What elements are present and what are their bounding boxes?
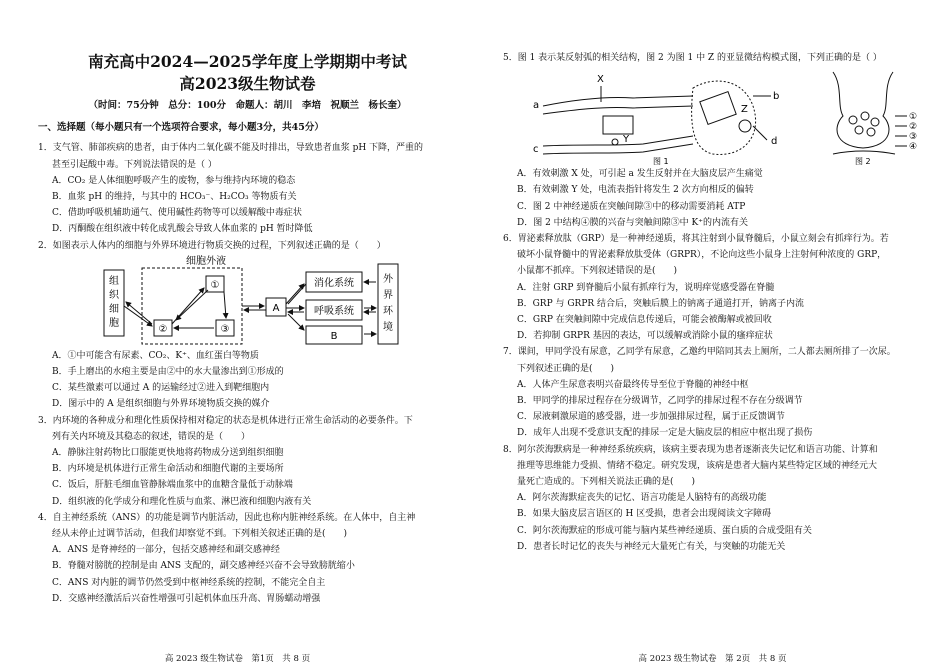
question-stem: 推理等思维能力受损、情绪不稳定。研究发现，该病是患者大脑内某些特定区域的神经元大 [517,460,878,471]
figure-1-caption: 图 1 [653,157,669,167]
fig2-label-2: ② [909,122,918,133]
page-footer: 高 2023 级生物试卷 第1页 共 8 页 [164,654,311,664]
question-stem: 3．内环境的各种成分和理化性质保持相对稳定的状态是机体进行正常生命活动的必要条件。下 [38,415,413,426]
question-6 [503,231,932,344]
node-b: B [330,330,338,342]
question-stem: 下列叙述正确的是( ) [517,363,615,374]
option-a: A．有效刺激 X 处，可引起 a 发生反射并在大脑皮层产生痛觉 [517,169,763,180]
reflex-arc-figure [503,66,923,166]
option-d: D．图 2 中结构④膜的兴奋与突触间隙③中 K⁺的内流有关 [517,217,748,228]
question-stem: 小鼠都不抓痒。下列叙述错误的是( ) [517,266,678,277]
section-heading: 一、选择题（每小题只有一个选项符合要求，每小题3分，共45分） [38,122,324,134]
option-b: B．甲同学的排尿过程存在分级调节，乙同学的排尿过程不存在分级调节 [517,396,803,407]
digestive-system-label: 消化系统 [314,277,354,289]
tissue-cell-label: 细 [109,303,119,315]
option-b: B．脊髓对膀胱的控制是由 ANS 支配的，副交感神经兴奋不会导致膀胱缩小 [52,561,355,572]
option-b: B．血浆 pH 的维持，与其中的 HCO₃⁻、H₂CO₃ 等物质有关 [52,192,297,203]
option-c: C．尿液刺激尿道的感受器，进一步加强排尿过程，属于正反馈调节 [517,412,785,423]
question-stem: 6．胃泌素释放肽（GRP）是一种神经递质，将其注射到小鼠脊髓后，小鼠立刻会有抓痒行为。若 [503,234,889,245]
option-b: B．GRP 与 GRPR 结合后，突触后膜上的钠离子通道打开，钠离子内流 [517,298,805,309]
label-x: X [597,74,604,86]
figure-1 [543,81,771,154]
option-d: D．患者长时记忆的丧失与神经元大量死亡有关，与突触的功能无关 [517,541,786,552]
option-d: D．若抑制 GRPR 基因的表达，可以缓解或消除小鼠的瘙痒症状 [517,331,773,342]
option-b: B．内环境是机体进行正常生命活动和细胞代谢的主要场所 [52,464,284,475]
label-z: Z [741,104,748,116]
option-a: A．人体产生尿意表明兴奋最终传导至位于脊髓的神经中枢 [517,379,749,390]
tissue-cell-label: 胞 [109,317,119,329]
tissue-cell-label: 织 [109,289,119,301]
question-stem: 7．课间，甲同学没有尿意，乙同学有尿意，乙邀约甲陪同其去上厕所，二人都去厕所排了一次尿。 [503,347,896,358]
question-stem: 列有关内环境及其稳态的叙述，错误的是（ ） [52,431,251,442]
question-stem: 1．支气管、肺部疾病的患者，由于体内二氧化碳不能及时排出，导致患者血浆 pH 下降，严重的 [38,143,424,154]
fig2-label-4: ④ [909,142,918,153]
option-a: A．注射 GRP 到脊髓后小鼠有抓痒行为，说明痒觉感受器在脊髓 [517,282,775,293]
node-2: ② [158,323,168,335]
respiratory-system-label: 呼吸系统 [314,305,354,317]
option-c: C．GRP 在突触间隙中完成信息传递后，可能会被酶解或被回收 [517,315,772,326]
option-d: D．丙酮酸在组织液中转化成乳酸会导致人体血浆的 pH 暂时降低 [52,224,313,235]
question-5 [503,50,932,231]
question-stem: 5．图 1 表示某反射弧的相关结构，图 2 为图 1 中 Z 的亚显微结构模式图，下列正确的是（ ） [503,53,882,63]
option-c: C．ANS 对内脏的调节仍然受到中枢神经系统的控制，不能完全自主 [52,577,326,588]
question-stem: 甚至引起酸中毒。下列说法错误的是（ ） [52,159,217,170]
question-3 [38,413,457,510]
question-stem: 破坏小鼠脊髓中的胃泌素释放肽受体（GRPR），不论向这些小鼠身上注射何种浓度的 GRP， [517,250,887,261]
question-stem: 8．阿尔茨海默病是一种神经系统疾病，该病主要表现为患者逐渐丧失记忆和语言功能、计算和 [503,444,878,455]
label-c: c [533,144,539,156]
option-b: B．如果大脑皮层言语区的 H 区受损，患者会出现阅读文字障碍 [517,509,772,520]
extracellular-label: 细胞外液 [186,255,226,267]
option-a: A．ANS 是脊神经的一部分，包括交感神经和副交感神经 [52,545,280,556]
question-stem: 2．如图表示人体内的细胞与外界环境进行物质交换的过程，下列叙述正确的是（ ） [38,240,386,251]
question-2 [38,238,457,413]
exam-title: 南充高中2024—2025学年度上学期期中考试 [88,52,407,71]
option-d: D．图示中的 A 是组织细胞与外界环境物质交换的媒介 [52,399,270,410]
option-d: D．成年人出现不受意识支配的排尿一定是大脑皮层的相应中枢出现了损伤 [517,428,813,439]
node-1: ① [210,279,220,291]
node-3: ③ [220,323,230,335]
option-b: B．有效刺激 Y 处，电流表指针将发生 2 次方向相反的偏转 [517,185,754,196]
environment-label: 外 [383,273,393,285]
option-a: A．阿尔茨海默症丧失的记忆、语言功能是人脑特有的高级功能 [517,493,767,504]
label-y: Y [623,134,630,146]
exchange-diagram [38,254,448,348]
option-c: C．图 2 中神经递质在突触间隙③中的移动需要消耗 ATP [517,201,746,212]
tissue-cell-label: 组 [109,275,119,287]
fig2-label-3: ③ [909,132,918,143]
option-c: C．饭后，肝脏毛细血管静脉端血浆中的血糖含量低于动脉端 [52,480,293,491]
label-d: d [771,136,778,148]
page-footer: 高 2023 级生物试卷 第 2页 共 8 页 [638,654,787,664]
figure-2-caption: 图 2 [855,157,871,167]
option-a: A．静脉注射药物比口服能更快地将药物成分送到组织细胞 [52,448,284,459]
option-d: D．组织液的化学成分和理化性质与血浆、淋巴液和细胞内液有关 [52,496,312,507]
node-a: A [272,302,280,314]
question-7 [503,344,932,441]
exam-page-2 [475,0,950,671]
option-c: C．借助呼吸机辅助通气、使用碱性药物等可以缓解酸中毒症状 [52,208,302,219]
figure-2 [833,72,907,154]
option-b: B．手上磨出的水疱主要是由②中的水大量渗出到①形成的 [52,367,284,378]
exam-subtitle: 高2023级生物试卷 [179,74,316,93]
option-a: A．①中可能含有尿素、CO₂、K⁺、血红蛋白等物质 [52,350,259,361]
option-c: C．阿尔茨海默症的形成可能与脑内某些神经递质、蛋白质的合成受阻有关 [517,525,812,536]
label-a: a [533,100,540,112]
question-8 [503,442,932,555]
question-4 [38,510,457,607]
exam-meta: （时间：75分钟 总分：100分 命题人：胡川 李培 祝顺兰 杨长奎） [88,100,407,111]
environment-label: 境 [383,321,393,333]
environment-label: 界 [383,289,393,301]
question-stem: 经从未停止过调节活动，但我们却察觉不到。下列相关叙述正确的是( ) [52,529,348,540]
fig2-label-1: ① [909,112,918,123]
option-a: A．CO₂ 是人体细胞呼吸产生的废物，参与维持内环境的稳态 [52,175,296,186]
option-c: C．某些激素可以通过 A 的运输经过②进入到靶细胞内 [52,383,270,394]
option-d: D．交感神经激活后兴奋性增强可引起机体血压升高、胃肠蠕动增强 [52,593,321,604]
question-1 [38,140,457,237]
environment-label: 环 [383,305,393,317]
question-stem: 4．自主神经系统（ANS）的功能是调节内脏活动，因此也称内脏神经系统。在人体中，自主神 [38,512,416,523]
label-b: b [773,91,780,103]
question-stem: 量死亡造成的。下列相关说法正确的是( ) [517,477,696,488]
